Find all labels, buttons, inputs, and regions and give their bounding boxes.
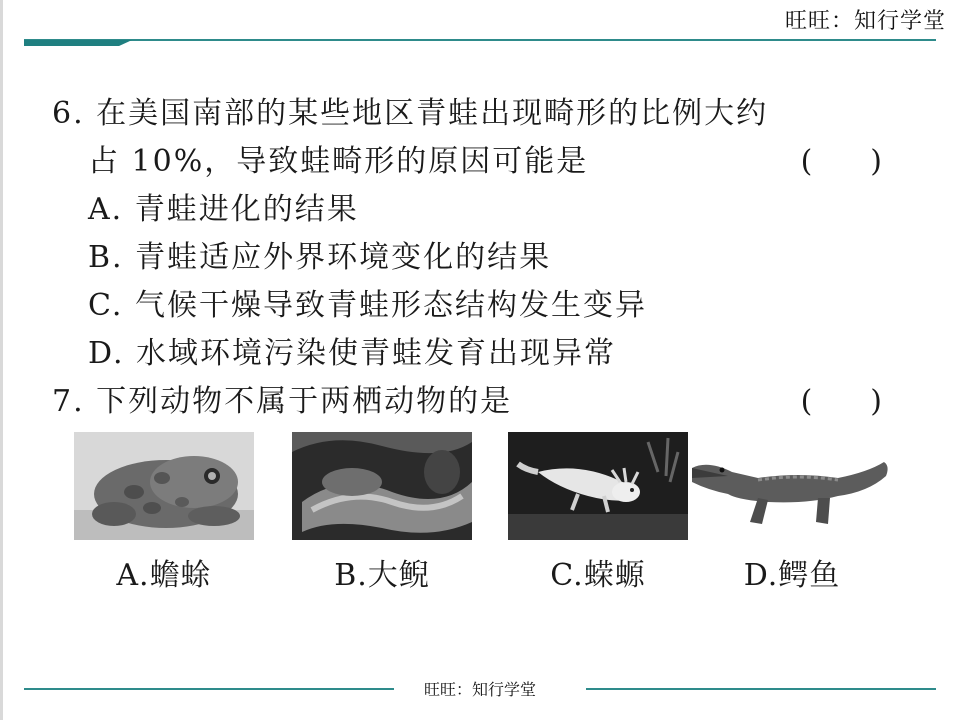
question-6-stem-cont: 占 10%，导致蛙畸形的原因可能是 — [88, 144, 589, 179]
answer-paren-open: ( — [800, 384, 813, 419]
option-6d — [52, 330, 912, 378]
option-6a-text: A. 青蛙进化的结果 — [88, 192, 359, 227]
option-6d-text: D. 水域环境污染使青蛙发育出现异常 — [88, 336, 617, 371]
answer-paren-close: ) — [870, 144, 882, 179]
option-6b-text: B. 青蛙适应外界环境变化的结果 — [88, 240, 552, 275]
option-images-row — [74, 432, 896, 592]
option-6a — [52, 186, 912, 234]
option-6b — [52, 234, 912, 282]
header-accent-bar — [24, 40, 132, 46]
option-7c-caption: C.蝾螈 — [550, 558, 646, 593]
header-divider — [24, 39, 936, 41]
option-7b-caption: B.大鲵 — [334, 558, 430, 593]
answer-blank-6 — [801, 138, 882, 186]
option-7a — [74, 432, 254, 592]
salamander-photo — [292, 432, 472, 540]
footer-brand: 旺旺：知行学堂 — [423, 680, 536, 699]
option-7a-caption: A.蟾蜍 — [116, 558, 212, 593]
question-content — [52, 90, 912, 426]
option-7b — [292, 432, 472, 592]
crocodile-photo — [688, 432, 896, 540]
option-6c-text: C. 气候干燥导致青蛙形态结构发生变异 — [88, 288, 647, 323]
option-7c — [508, 432, 688, 592]
toad-photo — [74, 432, 254, 540]
answer-paren-open: ( — [800, 144, 813, 179]
header-brand: 旺旺：知行学堂 — [784, 9, 946, 34]
option-7d — [688, 432, 896, 592]
question-7-line-1 — [52, 378, 912, 426]
answer-blank-7 — [801, 378, 882, 426]
option-6c — [52, 282, 912, 330]
question-6-line-2 — [52, 138, 912, 186]
page-left-border — [0, 0, 3, 720]
question-7-stem: 7. 下列动物不属于两栖动物的是 — [52, 384, 513, 419]
question-6-line-1 — [52, 90, 912, 138]
question-6-stem: 6. 在美国南部的某些地区青蛙出现畸形的比例大约 — [52, 96, 769, 131]
answer-paren-close: ) — [870, 384, 882, 419]
option-7d-caption: D.鳄鱼 — [743, 558, 841, 593]
axolotl-photo — [508, 432, 688, 540]
